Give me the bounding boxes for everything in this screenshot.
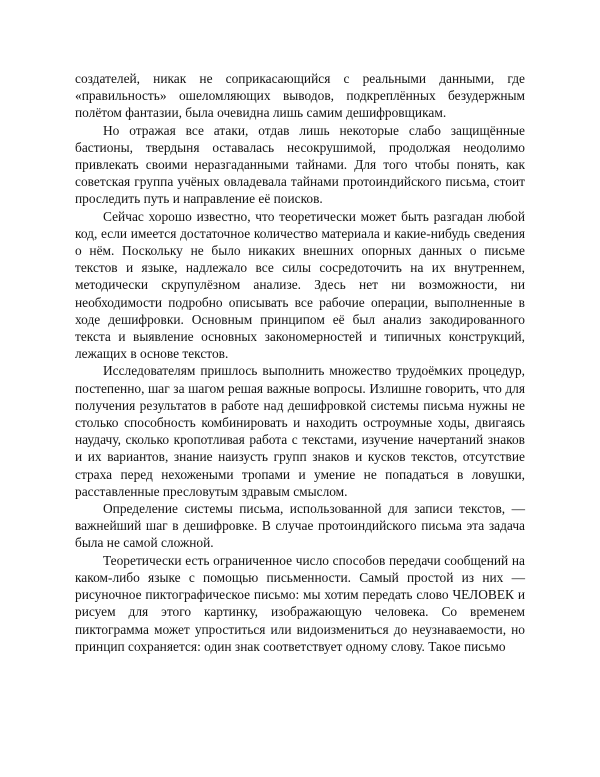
paragraph-2: Но отражая все атаки, отдав лишь некоторые слабо защищённые бастионы, твердыня оставалась несокрушимой, продолжая неодолимо привлекать своими неразгаданными тайнами. Для того чтобы понять, как советская группа учёных овладевала тайнами протоиндийского письма, стоит проследить путь и направление её поисков. <box>75 122 525 207</box>
paragraph-1: создателей, никак не соприкасающийся с реальными данными, где «правильность» ошеломляющих выводов, подкреплённых безудержным полётом фантазии, была очевидна лишь самим дешифровщикам. <box>75 71 525 121</box>
document-page <box>75 70 525 655</box>
paragraph-5: Определение системы письма, использованной для записи текстов, — важнейший шаг в дешифровке. В случае протоиндийского письма эта задача была не самой сложной. <box>75 501 525 551</box>
paragraph-4: Исследователям пришлось выполнить множество трудоёмких процедур, постепенно, шаг за шагом решая важные вопросы. Излишне говорить, что для получения результатов в работе над дешифровкой системы письма нужны не столько способность комбинировать и находить остроумные ходы, двигаясь наудачу, сколько кропотливая работа с текстами, изучение начертаний знаков и их вариантов, знание наизусть групп знаков и кусков текстов, отсутствие страха перед нехожеными тропами и умение не попадаться в ловушки, расставленные пресловутым здравым смыслом. <box>75 363 525 499</box>
paragraph-3: Сейчас хорошо известно, что теоретически может быть разгадан любой код, если имеется достаточное количество материала и какие-нибудь сведения о нём. Поскольку не было никаких внешних опорных данных о письме текстов и языке, надлежало все силы сосредоточить на их внутреннем, методически скрупулёзном анализе. Здесь нет ни возможности, ни необходимости подробно описывать все рабочие операции, выполненные в ходе дешифровки. Основным принципом её был анализ закодированного текста и выявление основных закономерностей и типичных конструкций, лежащих в основе текстов. <box>75 208 525 362</box>
paragraph-6: Теоретически есть ограниченное число способов передачи сообщений на каком-либо языке с помощью письменности. Самый простой из них — рисуночное пиктографическое письмо: мы хотим передать слово ЧЕЛОВЕК и рисуем для этого картинку, изображающую человека. Со временем пиктограмма может упроститься или видоизмениться до неузнаваемости, но принцип сохраняется: один знак соответствует одному слову. Такое письмо <box>75 552 525 654</box>
